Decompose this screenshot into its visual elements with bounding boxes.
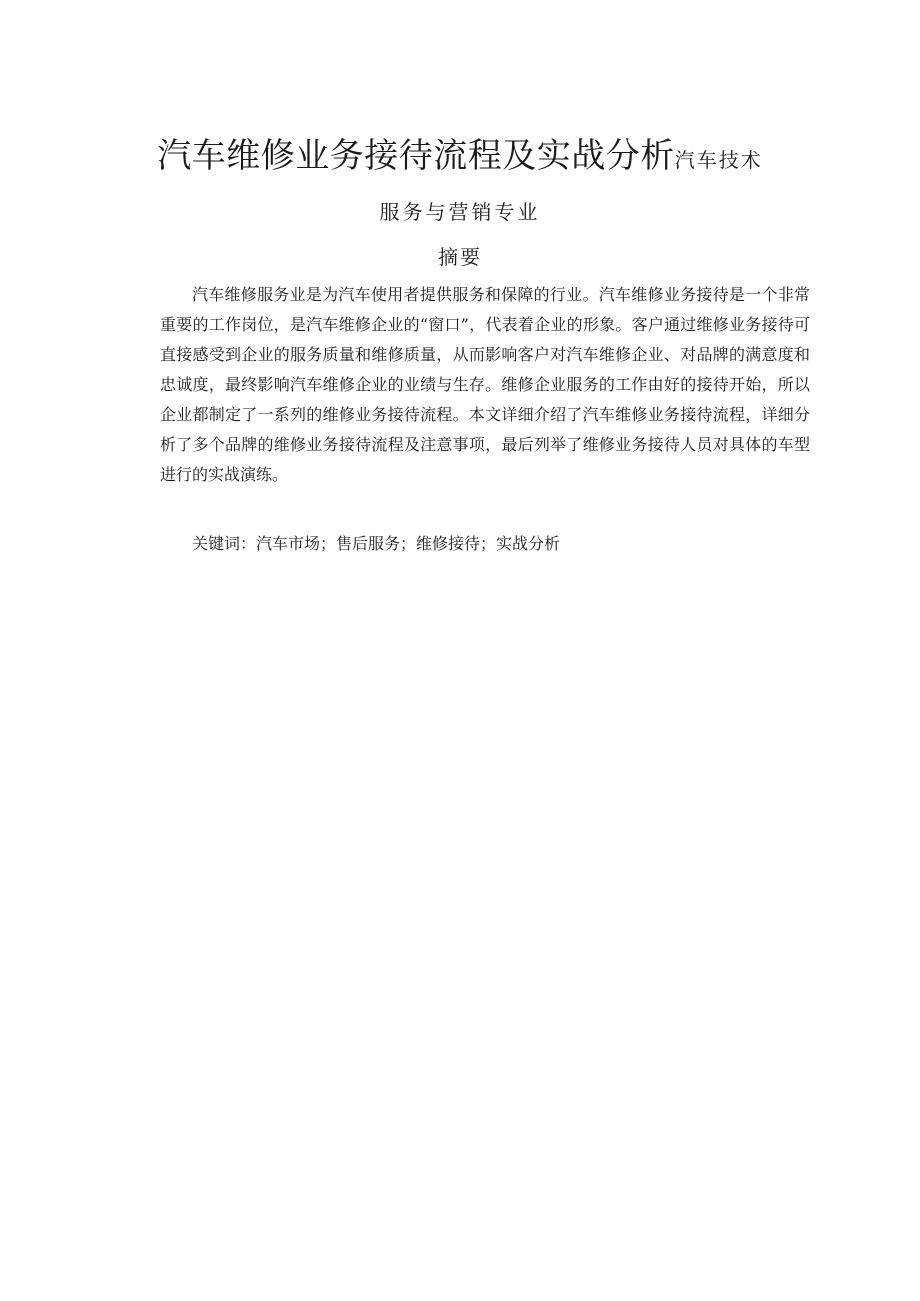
document-title [0,128,920,177]
abstract-body: 汽车维修服务业是为汽车使用者提供服务和保障的行业。汽车维修业务接待是一个非常重要的工作岗位，是汽车维修企业的“窗口”，代表着企业的形象。客户通过维修业务接待可直接感受到企业的服务质量和维修质量，从而影响客户对汽车维修企业、对品牌的满意度和忠诚度，最终影响汽车维修企业的业绩与生存。维修企业服务的工作由好的接待开始，所以企业都制定了一系列的维修业务接待流程。本文详细介绍了汽车维修业务接待流程，详细分析了多个品牌的维修业务接待流程及注意事项，最后列举了维修业务接待人员对具体的车型进行的实战演练。 [160,285,810,484]
title-tail-text: 汽车技术 [674,148,763,172]
document-subtitle: 服务与营销专业 [379,200,541,224]
keywords-line: 关键词：汽车市场；售后服务；维修接待；实战分析 [192,534,561,553]
title-main-text: 汽车维修业务接待流程及实战分析 [157,136,675,176]
abstract-heading: 摘要 [438,245,482,269]
